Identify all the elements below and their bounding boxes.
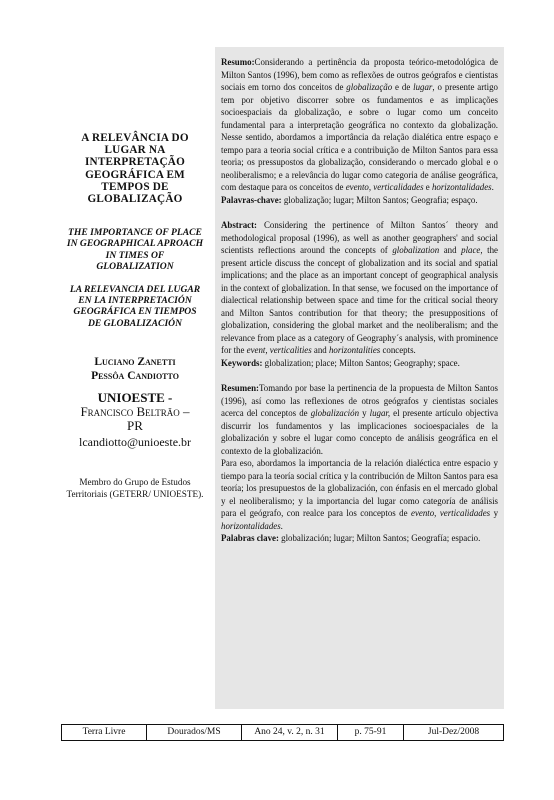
footer-citation [61,724,504,741]
resumo-paragraph [221,56,498,194]
resumen-text: Tomando por base la pertinencia de la propuesta de Milton Santos (1996), así como las reflexiones de otros geógrafos y cientistas sociales acerca del conceptos de [221,383,498,418]
article-title-es: LA RELEVANCIA DEL LUGAR EN LA INTERPRETACIÓN GEOGRÁFICA EN TIEMPOS DE GLOBALIZACIÓN [69,284,201,329]
abstract-text: and [439,245,462,255]
resumen-label: Resumen: [221,383,259,393]
resumen-emphasis: lugar, [369,408,391,418]
resumen-text: el presente artículo objectiva discurrir los fundamentos y las implicaciones socioespaciales de la globalización y sobre el lugar como concepto de análisis geográfica en el contexto de la globalización. [221,408,499,456]
footer-place: Dourados/MS [146,725,241,740]
resumo-block [221,56,498,206]
abstract-text: concepts. [380,345,416,355]
affiliation-location-line-1: Francisco Beltrão – [80,403,190,419]
resumo-text: . [491,182,494,192]
abstract-panel [215,47,504,709]
resumo-label: Resumo: [221,57,255,67]
resumo-keywords-text: globalização; lugar; Milton Santos; Geografia; espaço. [281,194,478,205]
resumo-emphasis: evento, verticalidades [345,182,424,192]
resumo-emphasis: lugar [413,82,433,92]
abstract-emphasis: horizontalities [328,345,381,355]
abstract-label: Abstract: [221,220,257,230]
abstract-keywords-text: globalization; place; Milton Santos; Geography; space. [262,357,460,368]
resumo-text: e de [392,82,414,92]
footer-pages: p. 75-91 [337,725,403,740]
author-name-line-1: Luciano Zanetti [94,355,176,368]
resumen-keywords-label: Palabras clave: [221,533,279,543]
left-column [62,132,208,500]
resumo-text: Considerando a pertinência da proposta teórico-metodológica de Milton Santos (1996), bem como as reflexões de outros geógrafos e cientistas sociais em torno dos conceitos de [221,57,498,92]
resumen-paragraph [221,382,498,457]
resumen-text: y [359,408,370,418]
abstract-keywords [221,357,498,370]
abstract-paragraph [221,219,498,357]
abstract-block [221,219,498,369]
resumen-text: Para eso, abordamos la importancia de la relación dialéctica entre espacio y tiempo para la teoría social crítica y la contribución de Milton Santos para esa teoría; los presupuestos de la globalización, con énfasis en el mercado global y el neoliberalismo; y la importancia del lugar como categoría de análisis para el geógrafo, con realce para los conceptos de [221,458,498,518]
abstract-text: , the present article discuss the concept of globalization and its social and spatial implications; and the place as an important concept of geographical analysis in the context of globalization. In that sense, we focused on the importance of dialectical relationship between space and time for the critical social theory and Milton Santos contribution for that theory; the presuppositions of globalization, considering the global market and the neoliberalism; and the relevance from place as a category of Geography´s analysis, with prominence for the [221,245,498,355]
article-title-en: THE IMPORTANCE OF PLACE IN GEOGRAPHICAL APROACH IN TIMES OF GLOBALIZATION [66,227,204,272]
footer-date: Jul-Dez/2008 [403,725,503,740]
resumo-emphasis: globalização [346,82,393,92]
resumo-keywords [221,194,498,207]
resumen-emphasis: globalización [310,408,360,418]
author-name-line-2: Pessôa Candiotto [91,369,179,382]
abstract-emphasis: event, verticalities [246,345,312,355]
resumen-text: y [490,508,498,518]
abstract-keywords-label: Keywords: [221,357,263,368]
footer-volume: Ano 24, v. 2, n. 31 [241,725,337,740]
abstract-emphasis: globalization [392,245,440,255]
resumen-text: . [280,520,283,531]
member-note: Membro do Grupo de Estudos Territoriais (GETERR/ UNIOESTE). [66,476,204,499]
resumen-block [221,382,498,545]
resumen-paragraph-2 [221,457,498,532]
abstract-emphasis: place [461,245,481,255]
author-email: lcandiotto@unioeste.br [78,434,192,449]
footer-journal: Terra Livre [82,727,126,737]
abstract-text: Considering the pertinence of Milton Santos´ theory and methodological proposal (1996), as well as another geographers' and social scientists reflections around the concepts of [221,220,498,255]
affiliation-institution: UNIOESTE - [97,389,173,405]
author-name [62,355,208,383]
resumen-keywords [221,532,498,545]
resumo-text: e [423,182,432,192]
affiliation-location-line-2: PR [127,417,143,433]
resumen-emphasis: evento, verticalidades [411,508,491,518]
article-title-pt: A RELEVÂNCIA DO LUGAR NA INTERPRETAÇÃO GEOGRÁFICA EM TEMPOS DE GLOBALIZAÇÃO [81,132,189,206]
resumo-keywords-label: Palavras-chave: [221,194,282,205]
abstract-text: and [311,345,329,355]
resumen-keywords-text: globalización; lugar; Milton Santos; Geografía; espacio. [278,533,481,543]
resumo-text: , o presente artigo tem por objetivo discorrer sobre os fundamentos e as implicações socioespaciais da globalização, e sobre o lugar como um conceito fundamental para a interpretação geográfica no contexto da globalização. Nesse sentido, abordamos a importância da relação dialética entre espaço e tempo para a teoria social crítica e a contribuição de Milton Santos para essa teoria; os pressupostos da globalização, considerando o mercado global e o neoliberalismo; e a relevância do lugar como categoria de análise geográfica, com destaque para os conceitos de [221,82,498,192]
resumen-emphasis: horizontalidades [221,520,281,531]
resumo-emphasis: horizontalidades [431,182,492,192]
